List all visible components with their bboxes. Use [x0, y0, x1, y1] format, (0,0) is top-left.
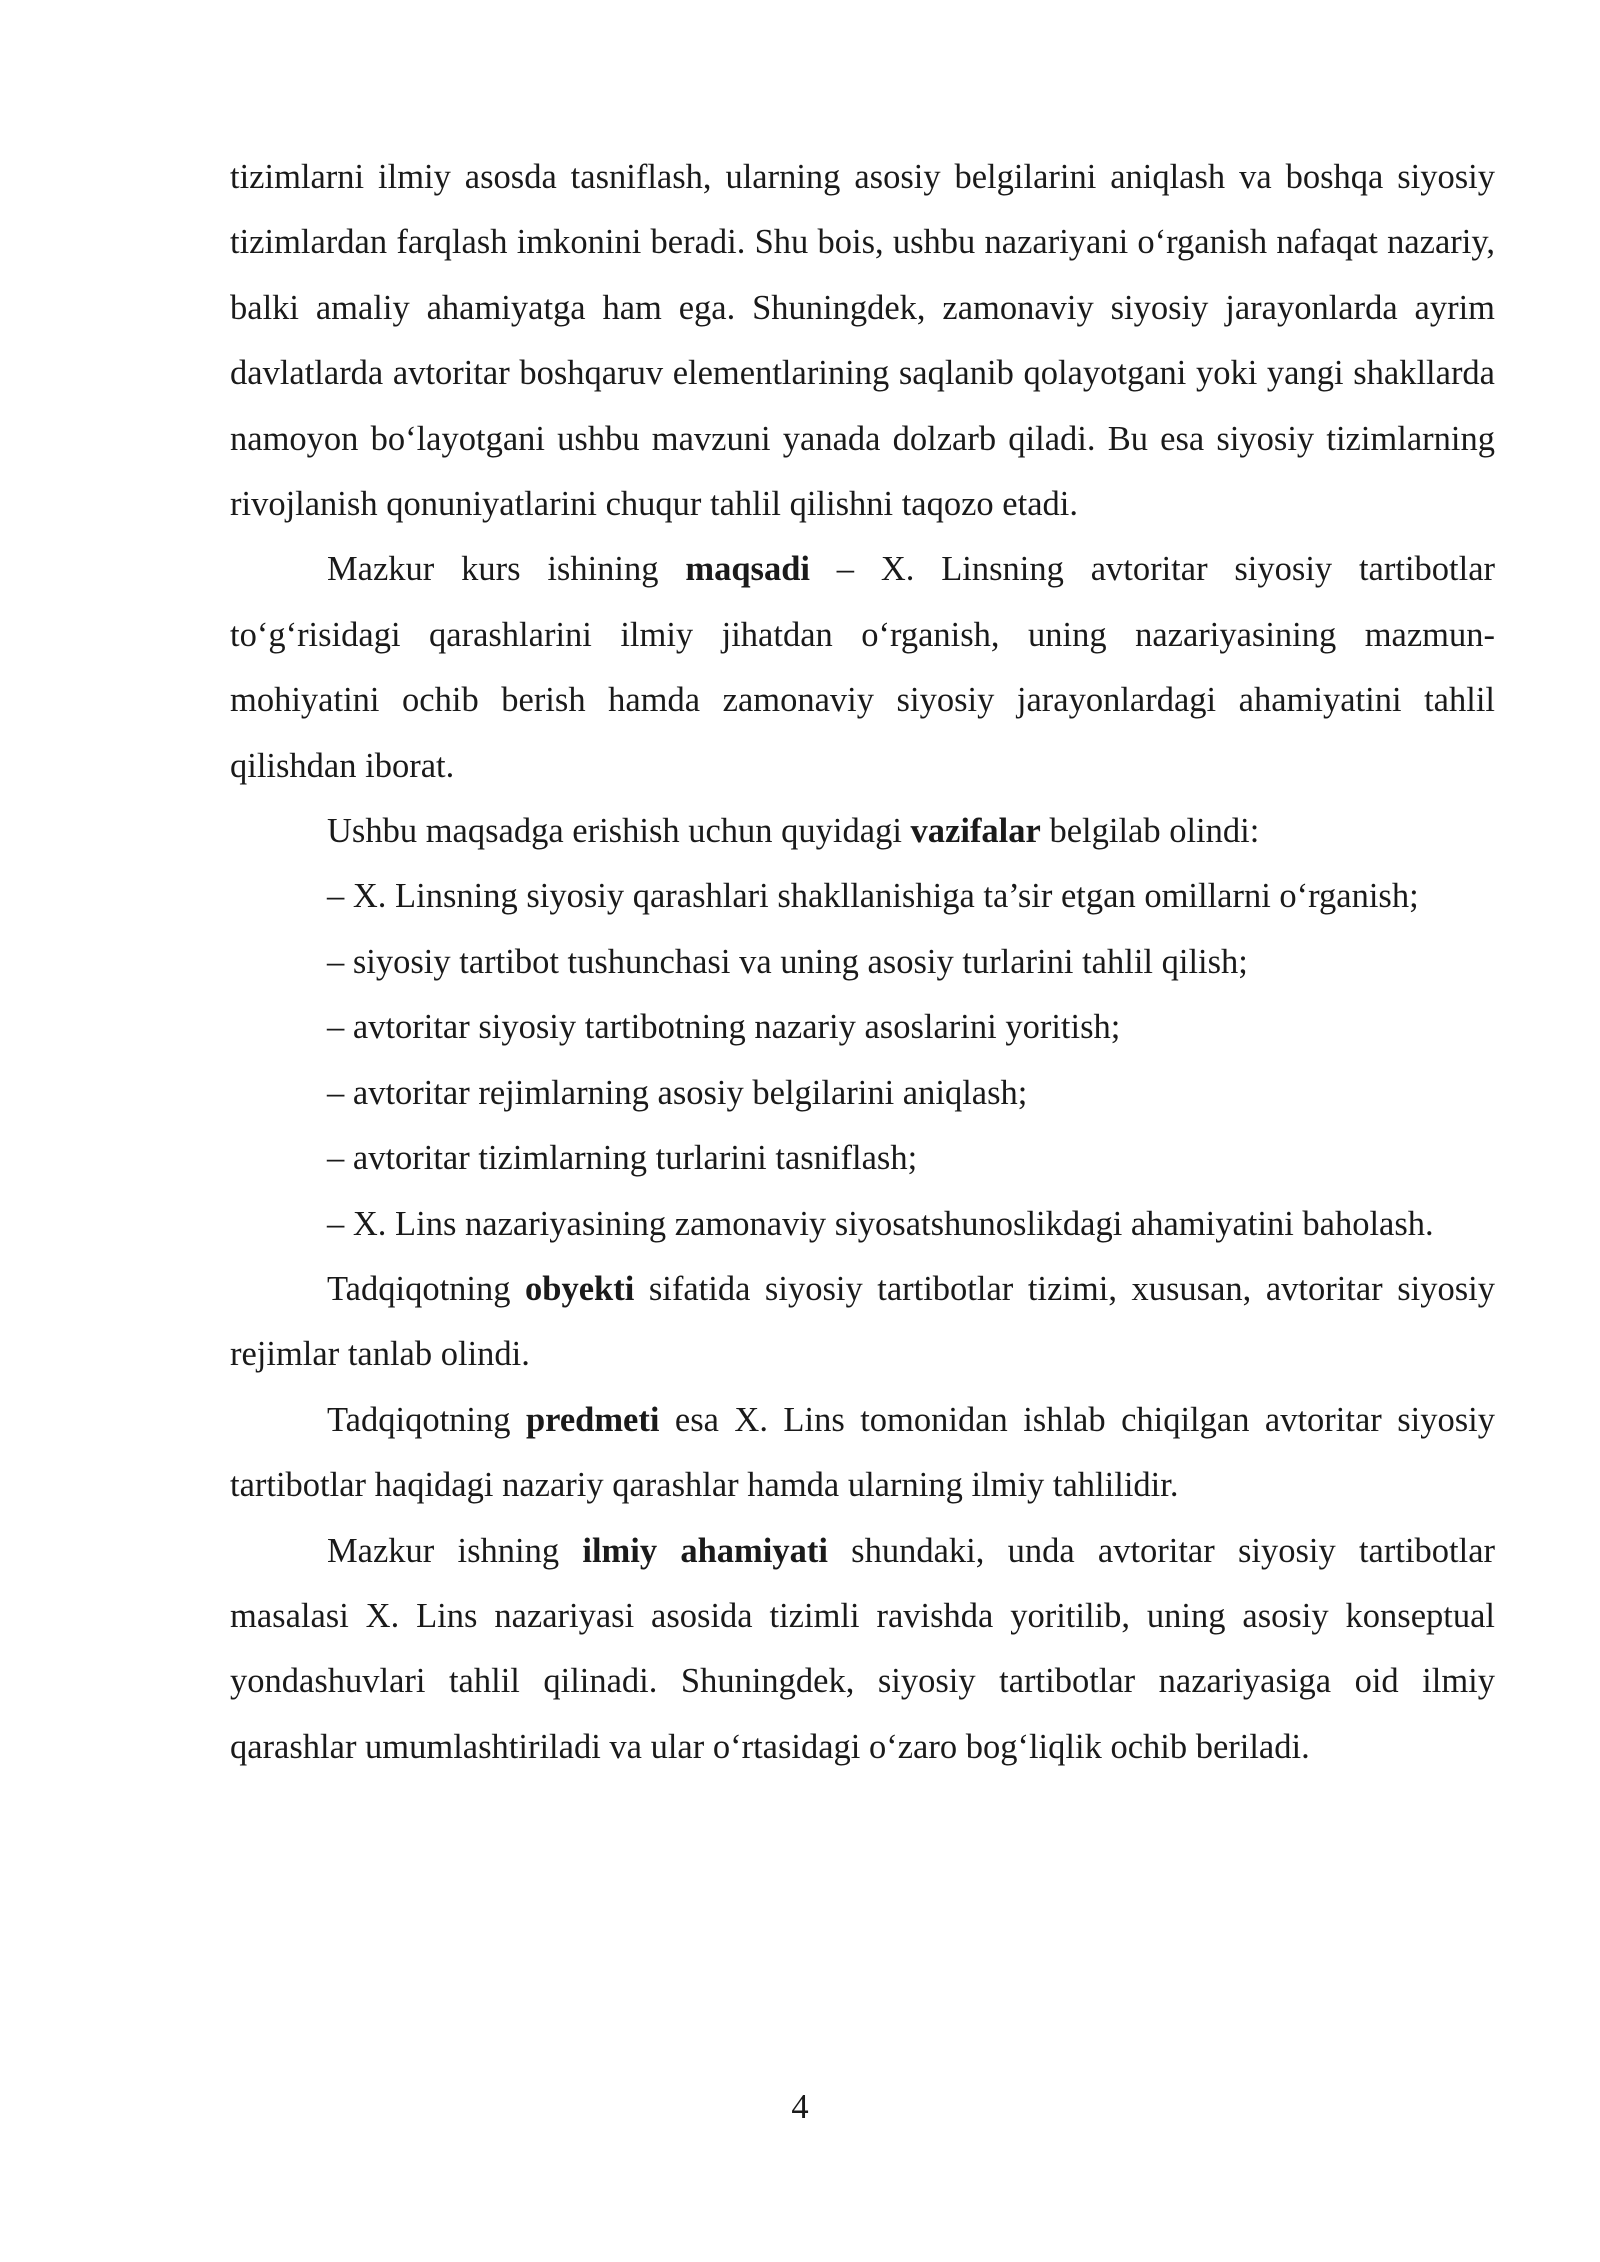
paragraph-object	[230, 1257, 1495, 1388]
paragraph-tasks-intro	[230, 799, 1495, 864]
subject-body-text: esa X. Lins tomonidan ishlab chiqilgan avtoritar siyosiy tartibotlar haqidagi nazariy qarashlar hamda ularning ilmiy tahlilidir.	[230, 1400, 1495, 1505]
task-item: – avtoritar siyosiy tartibotning nazariy asoslarini yoritish;	[327, 1008, 1121, 1047]
paragraph-goal	[230, 537, 1495, 799]
tasks-lead-text: Ushbu maqsadga erishish uchun quyidagi	[327, 812, 911, 851]
paragraph-subject	[230, 1388, 1495, 1519]
document-page	[230, 145, 1495, 1780]
paragraph-significance	[230, 1519, 1495, 1781]
task-item: – X. Lins nazariyasining zamonaviy siyosatshunoslikdagi ahamiyatini baholash.	[327, 1204, 1434, 1243]
task-item: – avtoritar tizimlarning turlarini tasniflash;	[327, 1139, 918, 1178]
goal-body-text: – X. Linsning avtoritar siyosiy tartibotlar to‘g‘risidagi qarashlarini ilmiy jihatdan o‘rganish, uning nazariyasining mazmun-mohiyatini ochib berish hamda zamonaviy siyosiy jarayonlardagi ahamiyatini tahlil qilishdan iborat.	[230, 550, 1495, 785]
significance-body-text: shundaki, unda avtoritar siyosiy tartibotlar masalasi X. Lins nazariyasi asosida tizimli ravishda yoritilib, uning asosiy konseptual yondashuvlari tahlil qilinadi. Shuningdek, siyosiy tartibotlar nazariyasiga oid ilmiy qarashlar umumlashtiriladi va ular o‘rtasidagi o‘zaro bog‘liqlik ochib beriladi.	[230, 1531, 1495, 1766]
goal-keyword: maqsadi	[685, 550, 810, 589]
page-number: 4	[791, 2088, 809, 2126]
paragraph-intro: tizimlarni ilmiy asosda tasniflash, ularning asosiy belgilarini aniqlash va boshqa siyosiy tizimlardan farqlash imkonini beradi. Shu bois, ushbu nazariyani o‘rganish nafaqat nazariy, balki amaliy ahamiyatga ham ega. Shuningdek, zamonaviy siyosiy jarayonlarda ayrim davlatlarda avtoritar boshqaruv elementlarining saqlanib qolayotgani yoki yangi shakllarda namoyon bo‘layotgani ushbu mavzuni yanada dolzarb qiladi. Bu esa siyosiy tizimlarning rivojlanish qonuniyatlarini chuqur tahlil qilishni taqozo etadi.	[230, 158, 1495, 524]
tasks-keyword: vazifalar	[910, 812, 1041, 851]
subject-keyword: predmeti	[525, 1400, 660, 1439]
goal-lead-text: Mazkur kurs ishining	[327, 550, 686, 589]
object-lead-text: Tadqiqotning	[327, 1269, 526, 1308]
task-item: – avtoritar rejimlarning asosiy belgilarini aniqlash;	[327, 1073, 1028, 1112]
object-body-text: sifatida siyosiy tartibotlar tizimi, xususan, avtoritar siyosiy rejimlar tanlab olindi.	[230, 1269, 1495, 1374]
significance-keyword: ilmiy ahamiyati	[582, 1531, 828, 1570]
significance-lead-text: Mazkur ishning	[327, 1531, 583, 1570]
task-item: – siyosiy tartibot tushunchasi va uning asosiy turlarini tahlil qilish;	[327, 942, 1248, 981]
object-keyword: obyekti	[525, 1269, 635, 1308]
task-item: – X. Linsning siyosiy qarashlari shakllanishiga ta’sir etgan omillarni o‘rganish;	[327, 877, 1419, 916]
subject-lead-text: Tadqiqotning	[327, 1400, 526, 1439]
tasks-tail-text: belgilab olindi:	[1040, 812, 1260, 851]
